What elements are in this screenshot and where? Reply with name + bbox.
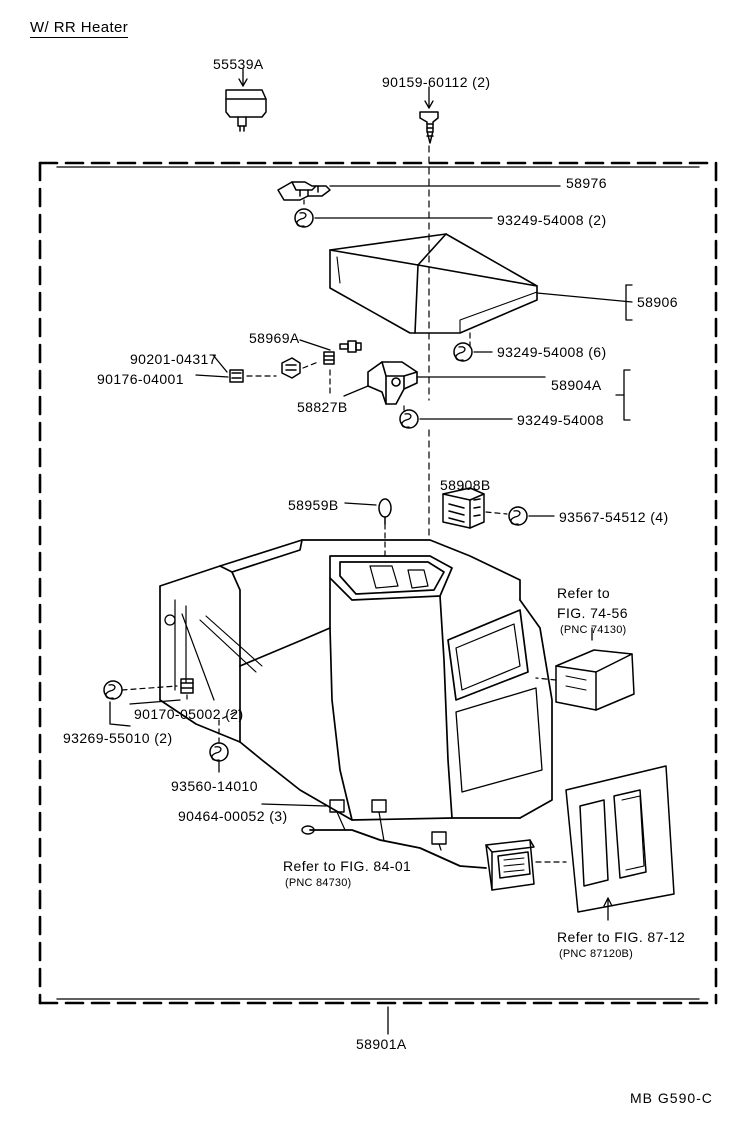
part-label-93560-14010: 93560-14010: [171, 778, 258, 794]
part-label-93249-54008-6: 93249-54008 (6): [497, 344, 607, 360]
part-label-58908B: 58908B: [440, 477, 491, 493]
part-label-58904A: 58904A: [551, 377, 602, 393]
reference-74-56-pnc: (PNC 74130): [560, 624, 627, 636]
reference-74-56-line1: Refer to: [557, 585, 610, 601]
reference-87-12: Refer to FIG. 87-12: [557, 929, 686, 945]
part-label-58976: 58976: [566, 175, 607, 191]
part-label-90201-04317: 90201-04317: [130, 351, 217, 367]
sheet-code: MB G590-C: [630, 1090, 713, 1106]
reference-84-01: Refer to FIG. 84-01: [283, 858, 412, 874]
part-label-93249-54008: 93249-54008: [517, 412, 604, 428]
part-label-90159-60112: 90159-60112 (2): [382, 74, 491, 90]
part-label-93269-55010: 93269-55010 (2): [63, 730, 173, 746]
main-part-label: 58901A: [356, 1036, 407, 1052]
part-label-93567-54512: 93567-54512 (4): [559, 509, 669, 525]
diagram-title: W/ RR Heater: [30, 19, 128, 38]
part-label-58969A: 58969A: [249, 330, 300, 346]
part-label-58827B: 58827B: [297, 399, 348, 415]
part-label-55539A: 55539A: [213, 56, 264, 72]
part-label-58906: 58906: [637, 294, 678, 310]
part-label-58959B: 58959B: [288, 497, 339, 513]
part-label-93249-54008-2: 93249-54008 (2): [497, 212, 607, 228]
reference-84-01-pnc: (PNC 84730): [285, 877, 352, 889]
part-label-90464-00052: 90464-00052 (3): [178, 808, 288, 824]
reference-87-12-pnc: (PNC 87120B): [559, 948, 633, 960]
part-label-90170-05002: 90170-05002 (2): [134, 706, 244, 722]
part-label-90176-04001: 90176-04001: [97, 371, 184, 387]
reference-74-56-line2: FIG. 74-56: [557, 605, 628, 621]
